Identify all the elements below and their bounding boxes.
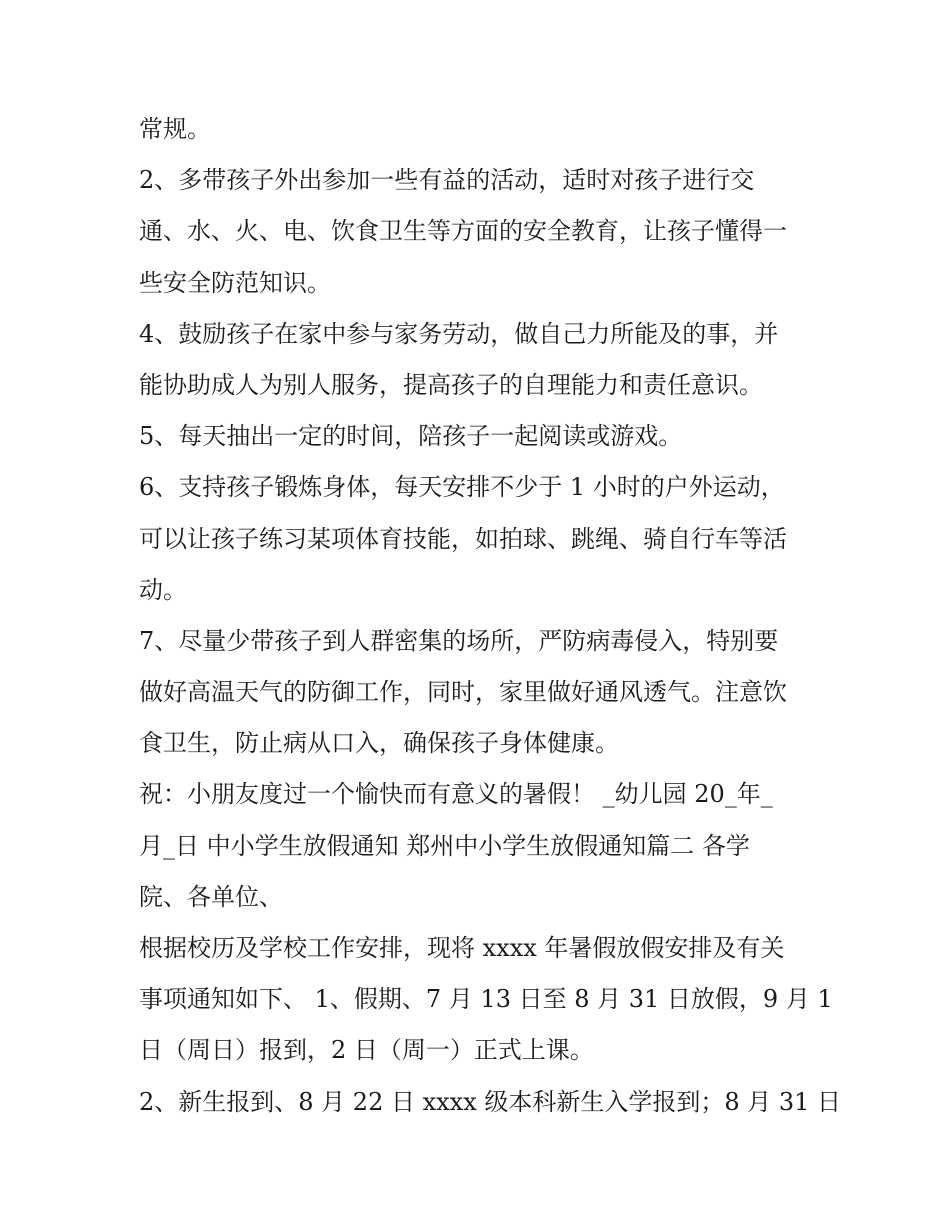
text-line: 做好高温天气的防御工作，同时，家里做好通风透气。注意饮 — [139, 678, 787, 707]
text-line: 5、每天抽出一定的时间，陪孩子一起阅读或游戏。 — [139, 422, 683, 451]
text-line: 动。 — [139, 575, 187, 604]
text-line: 能协助成人为别人服务，提高孩子的自理能力和责任意识。 — [139, 370, 763, 399]
text-line: 些安全防范知识。 — [139, 268, 331, 297]
text-line: 根据校历及学校工作安排，现将 xxxx 年暑假放假安排及有关 — [139, 934, 785, 962]
text-line: 月_日 中小学生放假通知 郑州中小学生放假通知篇二 各学 — [139, 831, 750, 860]
text-line: 通、水、火、电、饮食卫生等方面的安全教育，让孩子懂得一 — [139, 217, 787, 246]
text-line: 祝：小朋友度过一个愉快而有意义的暑假！ _幼儿园 20_年_ — [139, 780, 773, 809]
text-line: 2、多带孩子外出参加一些有益的活动，适时对孩子进行交 — [139, 166, 755, 195]
text-line: 可以让孩子练习某项体育技能，如拍球、跳绳、骑自行车等活 — [139, 524, 787, 553]
text-line: 7、尽量少带孩子到人群密集的场所，严防病毒侵入，特别要 — [139, 626, 779, 655]
text-line: 食卫生，防止病从口入，确保孩子身体健康。 — [139, 729, 619, 758]
document-body — [139, 104, 842, 1128]
text-line: 2、新生报到、8 月 22 日 xxxx 级本科新生入学报到；8 月 31 日 — [139, 1087, 842, 1116]
text-line: 常规。 — [139, 115, 211, 143]
text-line: 事项通知如下、 1、假期、7 月 13 日至 8 月 31 日放假，9 月 1 — [139, 985, 833, 1014]
text-line: 6、支持孩子锻炼身体，每天安排不少于 1 小时的户外运动， — [139, 473, 785, 502]
text-line: 日（周日）报到，2 日（周一）正式上课。 — [139, 1036, 594, 1065]
text-line: 院、各单位、 — [139, 882, 283, 911]
text-line: 4、鼓励孩子在家中参与家务劳动，做自己力所能及的事，并 — [139, 319, 779, 348]
